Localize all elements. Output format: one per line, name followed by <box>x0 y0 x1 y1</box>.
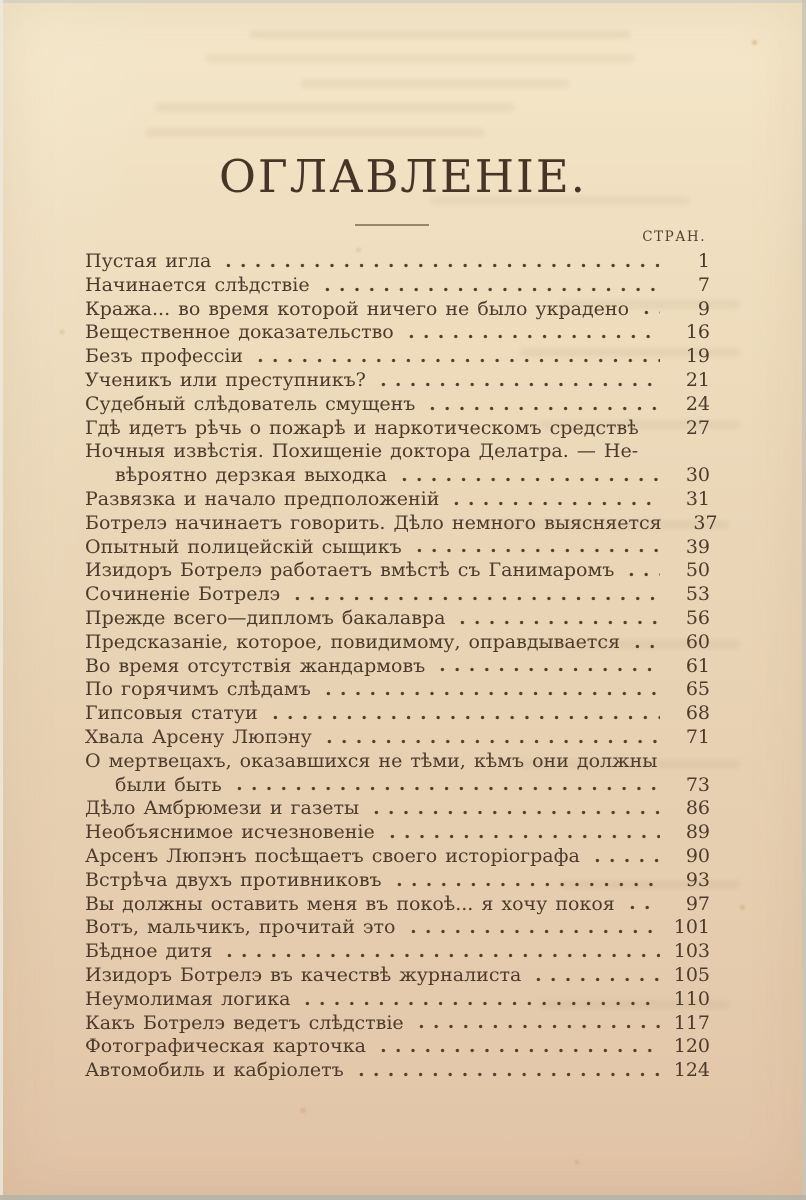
toc-row <box>85 726 710 750</box>
toc-entry-title: Встрѣча двухъ противниковъ <box>85 868 382 891</box>
page-number: 68 <box>685 702 710 725</box>
toc-entry-title: Хвала Арсену Люпэну <box>85 725 312 748</box>
page-number: 105 <box>673 963 710 986</box>
dot-leader <box>645 417 660 441</box>
dot-leader <box>372 369 660 393</box>
dot-leader <box>410 1012 660 1036</box>
toc-entry-title: Судебный слѣдователь смущенъ <box>85 392 416 415</box>
page-number: 39 <box>685 535 710 558</box>
page-number: 117 <box>673 1011 710 1034</box>
page-number: 53 <box>685 583 710 606</box>
page-number: 89 <box>685 821 710 844</box>
toc-row <box>85 821 710 845</box>
toc-row <box>85 511 718 536</box>
toc-entry-title: Автомобиль и кабріолетъ <box>85 1059 344 1082</box>
toc-row <box>85 536 710 560</box>
page-number: 103 <box>673 940 710 963</box>
dot-leader <box>388 869 660 893</box>
page-number: 30 <box>685 464 710 487</box>
page-number: 90 <box>685 844 710 867</box>
bleed-through-smudge <box>250 30 630 39</box>
toc-row <box>85 559 710 583</box>
foxing-spot <box>60 330 64 334</box>
dot-leader <box>296 988 660 1012</box>
toc-row <box>85 988 710 1012</box>
toc-entry-title: Бѣдное дитя <box>85 940 213 963</box>
dot-leader <box>445 488 660 512</box>
dot-leader <box>451 607 660 631</box>
toc-row <box>85 964 710 988</box>
toc-row <box>85 893 710 917</box>
dot-leader <box>527 964 660 988</box>
page-number: 93 <box>685 868 710 891</box>
toc-row <box>85 488 710 512</box>
dot-leader <box>408 536 660 560</box>
toc-entry-title: Предсказаніе, которое, повидимому, оправдывается <box>85 630 621 653</box>
toc-row <box>85 321 710 345</box>
dot-leader <box>365 797 660 821</box>
page-number: 31 <box>685 487 710 510</box>
toc-row <box>85 1035 710 1059</box>
toc-entry-title: Гдѣ идетъ рѣчь о пожарѣ и наркотическомъ средствѣ <box>85 416 639 439</box>
toc-entry-title: Ботрелэ начинаетъ говорить. Дѣло немного выясняется <box>85 511 662 534</box>
dot-leader <box>318 726 660 750</box>
page-number: 61 <box>685 654 710 677</box>
toc-entry-title: Гипсовыя статуи <box>85 702 258 725</box>
page-number: 60 <box>685 630 710 653</box>
toc-row <box>85 702 710 726</box>
toc-entry-title: Неумолимая логика <box>85 987 291 1010</box>
toc-entry-title: Прежде всего—дипломъ бакалавра <box>85 606 446 629</box>
foxing-spot <box>300 1108 306 1113</box>
toc-entry-title: Вотъ, мальчикъ, прочитай это <box>85 916 396 939</box>
toc-row <box>85 417 710 441</box>
scan-edge-top <box>0 0 806 3</box>
toc-entry-title: Необъяснимое исчезновеніе <box>85 821 375 844</box>
scan-edge-left <box>0 0 3 1200</box>
bleed-through-smudge <box>155 103 515 112</box>
toc-entry-title: Пустая игла <box>85 250 212 272</box>
toc-entry-title: О мертвецахъ, оказавшихся не тѣми, кѣмъ они должны <box>85 749 658 772</box>
dot-leader <box>621 893 660 917</box>
dot-leader <box>393 464 660 488</box>
title-divider-rule <box>355 224 429 226</box>
toc-row <box>85 393 710 417</box>
toc-row <box>85 298 710 322</box>
toc-entry-title: Фотографическая карточка <box>85 1035 366 1058</box>
dot-leader <box>228 774 660 798</box>
page-number: 16 <box>685 321 710 344</box>
bleed-through-smudge <box>145 128 485 137</box>
page-number: 24 <box>685 392 710 415</box>
page-number: 73 <box>685 773 710 796</box>
page-number: 7 <box>697 273 710 296</box>
dot-leader <box>350 1059 660 1083</box>
dot-leader <box>316 274 660 298</box>
dot-leader <box>644 440 660 464</box>
toc-row <box>85 1059 710 1083</box>
toc-row <box>85 678 710 702</box>
dot-leader <box>586 845 660 869</box>
toc-row <box>85 869 710 893</box>
page-number: 9 <box>697 297 710 320</box>
dot-leader <box>421 393 660 417</box>
toc-row <box>85 940 710 964</box>
page-number: 101 <box>673 916 710 939</box>
page-number: 1 <box>697 250 710 272</box>
scan-edge-right <box>802 0 806 1200</box>
toc-row <box>85 464 710 488</box>
toc-row <box>85 845 710 869</box>
dot-leader <box>286 583 660 607</box>
toc-entry-title: Дѣло Амбрюмези и газеты <box>85 797 360 820</box>
dot-leader <box>317 678 660 702</box>
page-title: ОГЛАВЛЕНІЕ. <box>219 150 587 203</box>
toc-entry-title: Какъ Ботрелэ ведетъ слѣдствіе <box>85 1011 404 1034</box>
bleed-through-smudge <box>205 54 635 63</box>
toc-entry-title: Ученикъ или преступникъ? <box>85 368 366 391</box>
toc-row <box>85 655 710 679</box>
dot-leader <box>626 631 660 655</box>
toc-entry-title: Начинается слѣдствіе <box>85 273 310 296</box>
dot-leader <box>400 321 660 345</box>
toc-row <box>85 345 710 369</box>
foxing-spot <box>575 1160 579 1164</box>
toc-row <box>85 250 710 274</box>
page-number: 27 <box>685 416 710 439</box>
page-number: 21 <box>685 368 710 391</box>
toc-row <box>85 797 710 821</box>
page-number: 86 <box>685 797 710 820</box>
toc-entry-title: были быть <box>115 773 222 796</box>
page-number: 37 <box>693 511 718 534</box>
dot-leader <box>431 655 660 679</box>
toc-list <box>85 250 718 1083</box>
page-number: 97 <box>685 892 710 915</box>
toc-entry-title: Развязка и начало предположеній <box>85 487 440 510</box>
dot-leader <box>372 1035 660 1059</box>
page-number: 56 <box>685 606 710 629</box>
toc-entry-title: Арсенъ Люпэнъ посѣщаетъ своего исторіографа <box>85 844 580 867</box>
toc-entry-title: Ночныя извѣстія. Похищеніе доктора Делатра. — Не- <box>85 440 639 463</box>
toc-row <box>85 750 710 774</box>
page-number: 71 <box>685 725 710 748</box>
toc-entry-title: По горячимъ слѣдамъ <box>85 678 311 701</box>
dot-leader <box>620 559 660 583</box>
scan-edge-bottom <box>0 1195 806 1200</box>
toc-entry-title: Изидоръ Ботрелэ работаетъ вмѣстѣ съ Ганимаромъ <box>85 559 615 582</box>
toc-row <box>85 274 710 298</box>
toc-entry-title: Опытный полицейскій сыщикъ <box>85 535 402 558</box>
page-number: 65 <box>685 678 710 701</box>
toc-entry-title: Вы должны оставить меня въ покоѣ... я хочу покоя <box>85 892 615 915</box>
toc-entry-title: Во время отсутствія жандармовъ <box>85 654 426 677</box>
toc-entry-title: Вещественное доказательство <box>85 321 394 344</box>
toc-row <box>85 631 710 655</box>
dot-leader <box>249 345 660 369</box>
dot-leader <box>402 916 661 940</box>
foxing-spot <box>740 905 745 910</box>
toc-row <box>85 369 710 393</box>
bleed-through-smudge <box>300 79 570 88</box>
dot-leader <box>381 821 660 845</box>
pages-column-header: СТРАН. <box>642 229 706 245</box>
toc-row <box>85 607 710 631</box>
dot-leader <box>635 298 660 322</box>
page-number: 124 <box>673 1059 710 1082</box>
dot-leader <box>264 702 660 726</box>
toc-entry-title: Безъ профессіи <box>85 345 244 368</box>
page-number: 50 <box>685 559 710 582</box>
page-number: 19 <box>685 345 710 368</box>
toc-row <box>85 440 710 464</box>
toc-entry-title: Изидоръ Ботрелэ въ качествѣ журналиста <box>85 963 522 986</box>
toc-row <box>85 774 710 798</box>
dot-leader <box>217 250 660 274</box>
page-number: 110 <box>673 987 710 1010</box>
dot-leader <box>218 940 660 964</box>
foxing-spot <box>752 40 757 45</box>
toc-row <box>85 583 710 607</box>
toc-entry-title: вѣроятно дерзкая выходка <box>115 464 387 487</box>
toc-row <box>85 916 710 940</box>
toc-row <box>85 1012 710 1036</box>
page-number: 120 <box>673 1035 710 1058</box>
toc-entry-title: Кража... во время которой ничего не было украдено <box>85 297 630 320</box>
toc-entry-title: Сочиненіе Ботрелэ <box>85 583 281 606</box>
